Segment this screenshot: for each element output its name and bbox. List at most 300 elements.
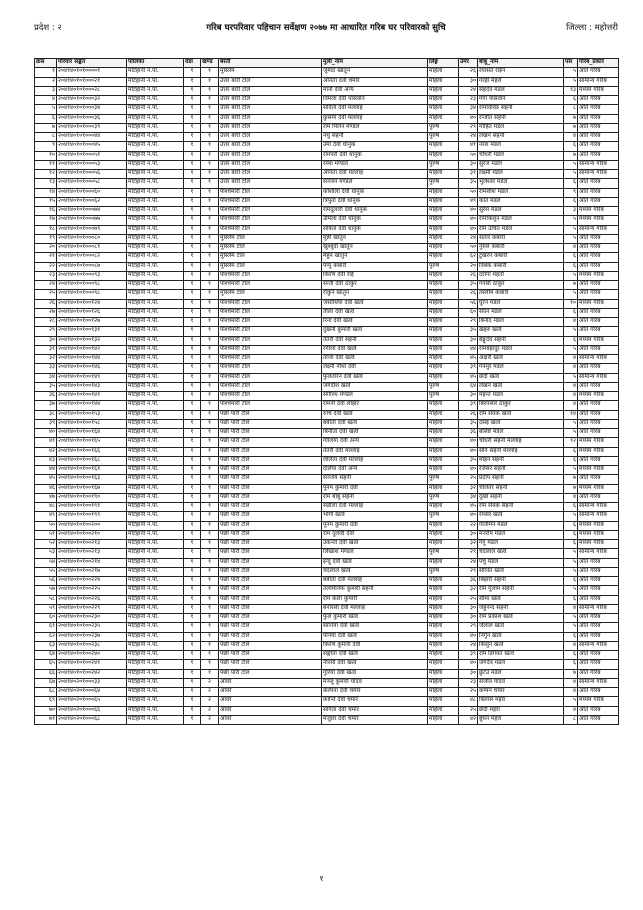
settlement-cell: पश्चिमारी टोल — [219, 373, 322, 382]
gender-cell: पुरुष — [428, 133, 459, 142]
household-code-cell: २०४१४०२०१०००६६ — [57, 706, 127, 715]
gender-cell: महिला — [428, 614, 459, 623]
age-cell: ३० — [459, 77, 478, 86]
municipality-cell: मटिहानी न.पा. — [127, 632, 184, 641]
father-name-cell: गंगु मंडल — [478, 540, 564, 549]
ward-cell: १ — [184, 549, 201, 558]
settlement-cell: पश्चिमारी टोल — [219, 216, 322, 225]
municipality-cell: मटिहानी न.पा. — [127, 225, 184, 234]
settlement-cell: उत्तर बारी टोल — [219, 160, 322, 169]
ward-cell: १ — [184, 466, 201, 475]
ward-cell: १ — [184, 614, 201, 623]
head-name-cell: गोलिया देवी अन्य — [322, 438, 428, 447]
block-cell: १ — [201, 253, 219, 262]
family-size-cell: ६ — [564, 308, 578, 317]
household-code-cell: २०४१४०१०१००२४२ — [57, 669, 127, 678]
ward-cell: १ — [184, 318, 201, 327]
serial-cell: ४२ — [35, 447, 57, 456]
municipality-cell: मटिहानी न.पा. — [127, 355, 184, 364]
ward-cell: १ — [184, 281, 201, 290]
settlement-cell: पछी पारी टोल — [219, 484, 322, 493]
head-name-cell: ताजो देवी खत्वे — [322, 355, 428, 364]
block-cell: १ — [201, 77, 219, 86]
municipality-cell: मटिहानी न.पा. — [127, 586, 184, 595]
serial-cell: ६० — [35, 614, 57, 623]
block-cell: १ — [201, 669, 219, 678]
settlement-cell: मुस्लिम टोल — [219, 290, 322, 299]
ward-cell: १ — [184, 678, 201, 687]
block-cell: १ — [201, 318, 219, 327]
family-size-cell: १३ — [564, 86, 578, 95]
municipality-cell: मटिहानी न.पा. — [127, 715, 184, 724]
head-name-cell: दलिया देवी अन्य — [322, 466, 428, 475]
household-code-cell: २०४१४०१०१०००३६ — [57, 114, 127, 123]
table-row — [35, 484, 619, 493]
serial-cell: १८ — [35, 225, 57, 234]
head-name-cell: नीरसी देवी खत्वे — [322, 660, 428, 669]
head-name-cell: सञ्जय सहनी — [322, 475, 428, 484]
ward-cell: १ — [184, 558, 201, 567]
age-cell: ३४ — [459, 105, 478, 114]
household-code-cell: २०४१४०१०१०००८७ — [57, 262, 127, 271]
father-name-cell: बेङ्गुदेव सहनी — [478, 336, 564, 345]
household-code-cell: २०४१४०१०१०००७९ — [57, 225, 127, 234]
head-name-cell: सङ्गीता देवी खत्वे — [322, 651, 428, 660]
table-row — [35, 456, 619, 465]
gender-cell: महिला — [428, 466, 459, 475]
gender-cell: महिला — [428, 105, 459, 114]
household-code-cell: २०४१४०१०१००१५३ — [57, 410, 127, 419]
block-cell: १ — [201, 336, 219, 345]
municipality-cell: मटिहानी न.पा. — [127, 105, 184, 114]
block-cell: १ — [201, 614, 219, 623]
age-cell: ४८ — [459, 697, 478, 706]
settlement-cell: मुस्लिम टोल — [219, 244, 322, 253]
poverty-type-cell: अति गरिब — [578, 308, 619, 317]
father-name-cell: सुरेस मंडल — [478, 207, 564, 216]
settlement-cell: पछी पारी टोल — [219, 521, 322, 530]
age-cell: ६२ — [459, 253, 478, 262]
serial-cell: ६८ — [35, 688, 57, 697]
serial-cell: ६९ — [35, 697, 57, 706]
head-name-cell: सर्वितो देवी मल्लाह — [322, 105, 428, 114]
table-row — [35, 678, 619, 687]
ward-cell: १ — [184, 586, 201, 595]
column-header: खण्ड — [201, 59, 219, 68]
settlement-cell: पछी पारी टोल — [219, 614, 322, 623]
household-code-cell: २०४१४०१०१०००७४ — [57, 207, 127, 216]
father-name-cell: चंदलाल खत्वे — [478, 549, 564, 558]
age-cell: ३२ — [459, 484, 478, 493]
poverty-type-cell: मध्यम गरिब — [578, 207, 619, 216]
age-cell: ३० — [459, 669, 478, 678]
table-row — [35, 392, 619, 401]
household-code-cell: २०४१४०१०१०००४५ — [57, 142, 127, 151]
serial-cell: १५ — [35, 197, 57, 206]
province-label: प्रदेश : २ — [34, 23, 62, 33]
ward-cell: १ — [184, 530, 201, 539]
age-cell: ४२ — [459, 715, 478, 724]
head-name-cell: मानो देवी अन्य — [322, 86, 428, 95]
block-cell: १ — [201, 355, 219, 364]
father-name-cell: अक्षरी खत्वे — [478, 355, 564, 364]
table-row — [35, 651, 619, 660]
age-cell: ६४ — [459, 382, 478, 391]
family-size-cell: ५ — [564, 549, 578, 558]
head-name-cell: किरण देवी राई — [322, 271, 428, 280]
municipality-cell: मटिहानी न.पा. — [127, 614, 184, 623]
head-name-cell: बबीता देवी खत्वे — [322, 419, 428, 428]
head-name-cell: संगिता देवी चमार — [322, 706, 428, 715]
table-row — [35, 577, 619, 586]
poverty-type-cell: अति गरिब — [578, 410, 619, 419]
serial-cell: ५५ — [35, 567, 57, 576]
poverty-type-cell: अति गरिब — [578, 327, 619, 336]
gender-cell: महिला — [428, 281, 459, 290]
poverty-type-cell: अति गरिब — [578, 660, 619, 669]
family-size-cell: ६ — [564, 262, 578, 271]
gender-cell: महिला — [428, 188, 459, 197]
serial-cell: २० — [35, 244, 57, 253]
household-code-cell: २०४१४०१०१००२३८ — [57, 641, 127, 650]
poverty-type-cell: अति गरिब — [578, 114, 619, 123]
household-code-cell: २०४१४०१०१००१३२ — [57, 336, 127, 345]
head-name-cell: सानिया देवी खत्वे — [322, 623, 428, 632]
ward-cell: १ — [184, 567, 201, 576]
table-row — [35, 660, 619, 669]
family-size-cell: ६ — [564, 503, 578, 512]
head-name-cell: भोगी खत्वे — [322, 512, 428, 521]
age-cell: २३ — [459, 96, 478, 105]
municipality-cell: मटिहानी न.पा. — [127, 669, 184, 678]
column-header: क्रसं — [35, 59, 57, 68]
family-size-cell: ६ — [564, 632, 578, 641]
head-name-cell: तलमिनिया कुमारी सहनी — [322, 586, 428, 595]
table-row — [35, 160, 619, 169]
settlement-cell: उत्तर बारी टोल — [219, 86, 322, 95]
table-row — [35, 123, 619, 132]
gender-cell: महिला — [428, 540, 459, 549]
head-name-cell: पप्पु कबारी — [322, 262, 428, 271]
head-name-cell: मुन्नी खातुन — [322, 234, 428, 243]
family-size-cell: ५ — [564, 160, 578, 169]
poverty-type-cell: अति गरिब — [578, 262, 619, 271]
age-cell: २४ — [459, 641, 478, 650]
block-cell: १ — [201, 142, 219, 151]
settlement-cell: उत्तर बारी टोल — [219, 142, 322, 151]
gender-cell: महिला — [428, 151, 459, 160]
column-header: परिवार संङ्केत — [57, 59, 127, 68]
poverty-type-cell: अति गरिब — [578, 688, 619, 697]
age-cell: २४ — [459, 86, 478, 95]
household-code-cell: २०४१४०१०१००१२४ — [57, 299, 127, 308]
table-row — [35, 447, 619, 456]
serial-cell: ५९ — [35, 604, 57, 613]
municipality-cell: मटिहानी न.पा. — [127, 623, 184, 632]
table-row — [35, 253, 619, 262]
gender-cell: महिला — [428, 401, 459, 410]
ward-cell: १ — [184, 207, 201, 216]
ward-cell: १ — [184, 715, 201, 724]
gender-cell: महिला — [428, 558, 459, 567]
page-header — [34, 22, 618, 36]
table-row — [35, 77, 619, 86]
serial-cell: २७ — [35, 308, 57, 317]
poverty-type-cell: अति गरिब — [578, 290, 619, 299]
father-name-cell: चौधरी सहनी मल्लाह — [478, 438, 564, 447]
poverty-type-cell: मध्यम गरिब — [578, 299, 619, 308]
municipality-cell: मटिहानी न.पा. — [127, 308, 184, 317]
family-size-cell: ५ — [564, 419, 578, 428]
father-name-cell: बिनोद मंडल — [478, 318, 564, 327]
age-cell: ३० — [459, 336, 478, 345]
household-code-cell: २०४१४०१०१००१४३ — [57, 382, 127, 391]
gender-cell: महिला — [428, 484, 459, 493]
settlement-cell: आवर — [219, 706, 322, 715]
household-code-cell: २०४१४०१०१००१६७ — [57, 484, 127, 493]
age-cell: ३० — [459, 614, 478, 623]
age-cell: २२ — [459, 521, 478, 530]
head-name-cell: राम मिलन मण्डल — [322, 123, 428, 132]
settlement-cell: पश्चिमारी टोल — [219, 281, 322, 290]
settlement-cell: पश्चिमारी टोल — [219, 327, 322, 336]
municipality-cell: मटिहानी न.पा. — [127, 503, 184, 512]
table-row — [35, 327, 619, 336]
settlement-cell: उत्तर बारी टोल — [219, 77, 322, 86]
father-name-cell: बसिष्ट मंडल — [478, 429, 564, 438]
gender-cell: पुरुष — [428, 567, 459, 576]
household-list-table — [34, 58, 619, 725]
table-row — [35, 345, 619, 354]
page-number: १ — [319, 874, 324, 883]
family-size-cell: ५ — [564, 271, 578, 280]
municipality-cell: मटिहानी न.पा. — [127, 604, 184, 613]
household-code-cell: २०४१४०१०१०००८२ — [57, 253, 127, 262]
table-row — [35, 96, 619, 105]
age-cell: ४० — [459, 447, 478, 456]
father-name-cell: राम प्रकाश खत्वे — [478, 614, 564, 623]
gender-cell: महिला — [428, 86, 459, 95]
father-name-cell: चलितर सहनी — [478, 484, 564, 493]
age-cell: ४१ — [459, 142, 478, 151]
table-row — [35, 512, 619, 521]
settlement-cell: मुस्लिम — [219, 68, 322, 77]
father-name-cell: राम गुलाम सहनी — [478, 586, 564, 595]
household-code-cell: २०४१४०१०१००१६८ — [57, 456, 127, 465]
father-name-cell: रन्जीत सहनी — [478, 114, 564, 123]
gender-cell: महिला — [428, 225, 459, 234]
block-cell: १ — [201, 651, 219, 660]
age-cell: ३० — [459, 160, 478, 169]
father-name-cell: तस्लीम कबारी — [478, 290, 564, 299]
municipality-cell: मटिहानी न.पा. — [127, 68, 184, 77]
municipality-cell: मटिहानी न.पा. — [127, 253, 184, 262]
family-size-cell: ३ — [564, 207, 578, 216]
block-cell: १ — [201, 364, 219, 373]
family-size-cell: ४ — [564, 133, 578, 142]
gender-cell: महिला — [428, 521, 459, 530]
family-size-cell: ५ — [564, 77, 578, 86]
poverty-type-cell: अति गरिब — [578, 577, 619, 586]
household-code-cell: २०४१४०१०१००२४१ — [57, 660, 127, 669]
poverty-type-cell: अति गरिब — [578, 364, 619, 373]
serial-cell: ५३ — [35, 549, 57, 558]
family-size-cell: १२ — [564, 438, 578, 447]
settlement-cell: पछी पारी टोल — [219, 419, 322, 428]
serial-cell: ६५ — [35, 660, 57, 669]
age-cell: ३५ — [459, 179, 478, 188]
settlement-cell: उत्तर बारी टोल — [219, 105, 322, 114]
household-code-cell: २०४१४०१०१००२२९ — [57, 604, 127, 613]
household-code-cell: २०४१४०१०१००२१३ — [57, 540, 127, 549]
ward-cell: १ — [184, 160, 201, 169]
head-name-cell: त्रिपुता देवी धानुक — [322, 197, 428, 206]
family-size-cell: ७ — [564, 281, 578, 290]
poverty-type-cell: मध्यम गरिब — [578, 466, 619, 475]
gender-cell: महिला — [428, 253, 459, 262]
head-name-cell: रामपरी देवी धानुक — [322, 151, 428, 160]
age-cell: ४० — [459, 660, 478, 669]
serial-cell: ४५ — [35, 475, 57, 484]
settlement-cell: पश्चिमारी टोल — [219, 345, 322, 354]
municipality-cell: मटिहानी न.पा. — [127, 160, 184, 169]
gender-cell: महिला — [428, 355, 459, 364]
age-cell: ३९ — [459, 364, 478, 373]
head-name-cell: उकन्ती देवी खत्वे — [322, 540, 428, 549]
poverty-type-cell: मध्यम गरिब — [578, 336, 619, 345]
age-cell: २६ — [459, 290, 478, 299]
table-row — [35, 632, 619, 641]
settlement-cell: पछी पारी टोल — [219, 577, 322, 586]
municipality-cell: मटिहानी न.पा. — [127, 641, 184, 650]
family-size-cell: ४ — [564, 604, 578, 613]
gender-cell: महिला — [428, 669, 459, 678]
family-size-cell: ५ — [564, 586, 578, 595]
gender-cell: महिला — [428, 216, 459, 225]
age-cell: ३१ — [459, 170, 478, 179]
ward-cell: १ — [184, 253, 201, 262]
serial-cell: १२ — [35, 170, 57, 179]
father-name-cell: राम सेवक सहनी — [478, 503, 564, 512]
table-row — [35, 466, 619, 475]
head-name-cell: रुचि देवी खत्वे — [322, 410, 428, 419]
column-header: बाबु_नाम — [478, 59, 564, 68]
ward-cell: १ — [184, 133, 201, 142]
head-name-cell: राम कला कुमारी — [322, 595, 428, 604]
age-cell: ३२ — [459, 540, 478, 549]
household-code-cell: २०४१४०१०१०००५३ — [57, 160, 127, 169]
serial-cell: १९ — [35, 234, 57, 243]
head-name-cell: मेहुन खातुन — [322, 253, 428, 262]
serial-cell: ५८ — [35, 595, 57, 604]
family-size-cell: ६ — [564, 456, 578, 465]
poverty-type-cell: अति गरिब — [578, 669, 619, 678]
serial-cell: ८ — [35, 133, 57, 142]
poverty-type-cell: अति गरिब — [578, 456, 619, 465]
settlement-cell: पछी पारी टोल — [219, 456, 322, 465]
head-name-cell: कौशीला देवी धानुक — [322, 188, 428, 197]
block-cell: १ — [201, 345, 219, 354]
gender-cell: महिला — [428, 142, 459, 151]
gender-cell: महिला — [428, 688, 459, 697]
municipality-cell: मटिहानी न.पा. — [127, 466, 184, 475]
father-name-cell: छुटउ मंडल — [478, 669, 564, 678]
household-code-cell: २०४१४०१०१०००७७ — [57, 216, 127, 225]
father-name-cell: रामबहादुर मंडल — [478, 345, 564, 354]
block-cell: १ — [201, 197, 219, 206]
head-name-cell: गुरिया देवी खत्वे — [322, 669, 428, 678]
family-size-cell: ४ — [564, 688, 578, 697]
family-size-cell: ४ — [564, 382, 578, 391]
settlement-cell: पश्चिमारी टोल — [219, 197, 322, 206]
father-name-cell: राम डिगवत खत्वे — [478, 651, 564, 660]
family-size-cell: ५ — [564, 234, 578, 243]
ward-cell: १ — [184, 706, 201, 715]
poverty-type-cell: मध्यम गरिब — [578, 447, 619, 456]
municipality-cell: मटिहानी न.पा. — [127, 281, 184, 290]
settlement-cell: आवर — [219, 697, 322, 706]
household-code-cell: २०४१४०१०१०००२१ — [57, 77, 127, 86]
gender-cell: पुरुष — [428, 123, 459, 132]
gender-cell: महिला — [428, 345, 459, 354]
settlement-cell: पश्चिमारी टोल — [219, 401, 322, 410]
table-row — [35, 234, 619, 243]
serial-cell: २३ — [35, 271, 57, 280]
gender-cell: महिला — [428, 244, 459, 253]
ward-cell: १ — [184, 225, 201, 234]
table-row — [35, 197, 619, 206]
serial-cell: ११ — [35, 160, 57, 169]
settlement-cell: पछी पारी टोल — [219, 558, 322, 567]
block-cell: १ — [201, 438, 219, 447]
age-cell: २६ — [459, 271, 478, 280]
family-size-cell: ६ — [564, 336, 578, 345]
municipality-cell: मटिहानी न.पा. — [127, 512, 184, 521]
head-name-cell: सञ्जन मण्डल — [322, 179, 428, 188]
family-size-cell: १० — [564, 299, 578, 308]
settlement-cell: उत्तर बारी टोल — [219, 179, 322, 188]
poverty-type-cell: मध्यम गरिब — [578, 540, 619, 549]
household-code-cell: २०४१४०१०१००२२६ — [57, 595, 127, 604]
age-cell: ३२ — [459, 586, 478, 595]
serial-cell: ५२ — [35, 540, 57, 549]
gender-cell: महिला — [428, 308, 459, 317]
father-name-cell: गनमुर मंडल — [478, 364, 564, 373]
household-code-cell: २०४१४०१०१००१४२ — [57, 345, 127, 354]
poverty-type-cell: सामान्य गरिब — [578, 373, 619, 382]
serial-cell: ५६ — [35, 577, 57, 586]
head-name-cell: तेतरी देवी मल्लाह — [322, 447, 428, 456]
settlement-cell: पश्चिमारी टोल — [219, 382, 322, 391]
serial-cell: ३६ — [35, 392, 57, 401]
ward-cell: १ — [184, 429, 201, 438]
block-cell: १ — [201, 641, 219, 650]
municipality-cell: मटिहानी न.पा. — [127, 595, 184, 604]
settlement-cell: पश्चिमारी टोल — [219, 392, 322, 401]
poverty-type-cell: सामान्य गरिब — [578, 355, 619, 364]
table-row — [35, 207, 619, 216]
household-code-cell: २०४१४०१०१०००४४ — [57, 133, 127, 142]
block-cell: २ — [201, 688, 219, 697]
family-size-cell: ५ — [564, 373, 578, 382]
table-row — [35, 271, 619, 280]
head-name-cell: रिना देवी खत्वे — [322, 318, 428, 327]
block-cell: १ — [201, 447, 219, 456]
age-cell: ३६ — [459, 577, 478, 586]
family-size-cell: ६ — [564, 577, 578, 586]
gender-cell: महिला — [428, 336, 459, 345]
age-cell: ४५ — [459, 503, 478, 512]
